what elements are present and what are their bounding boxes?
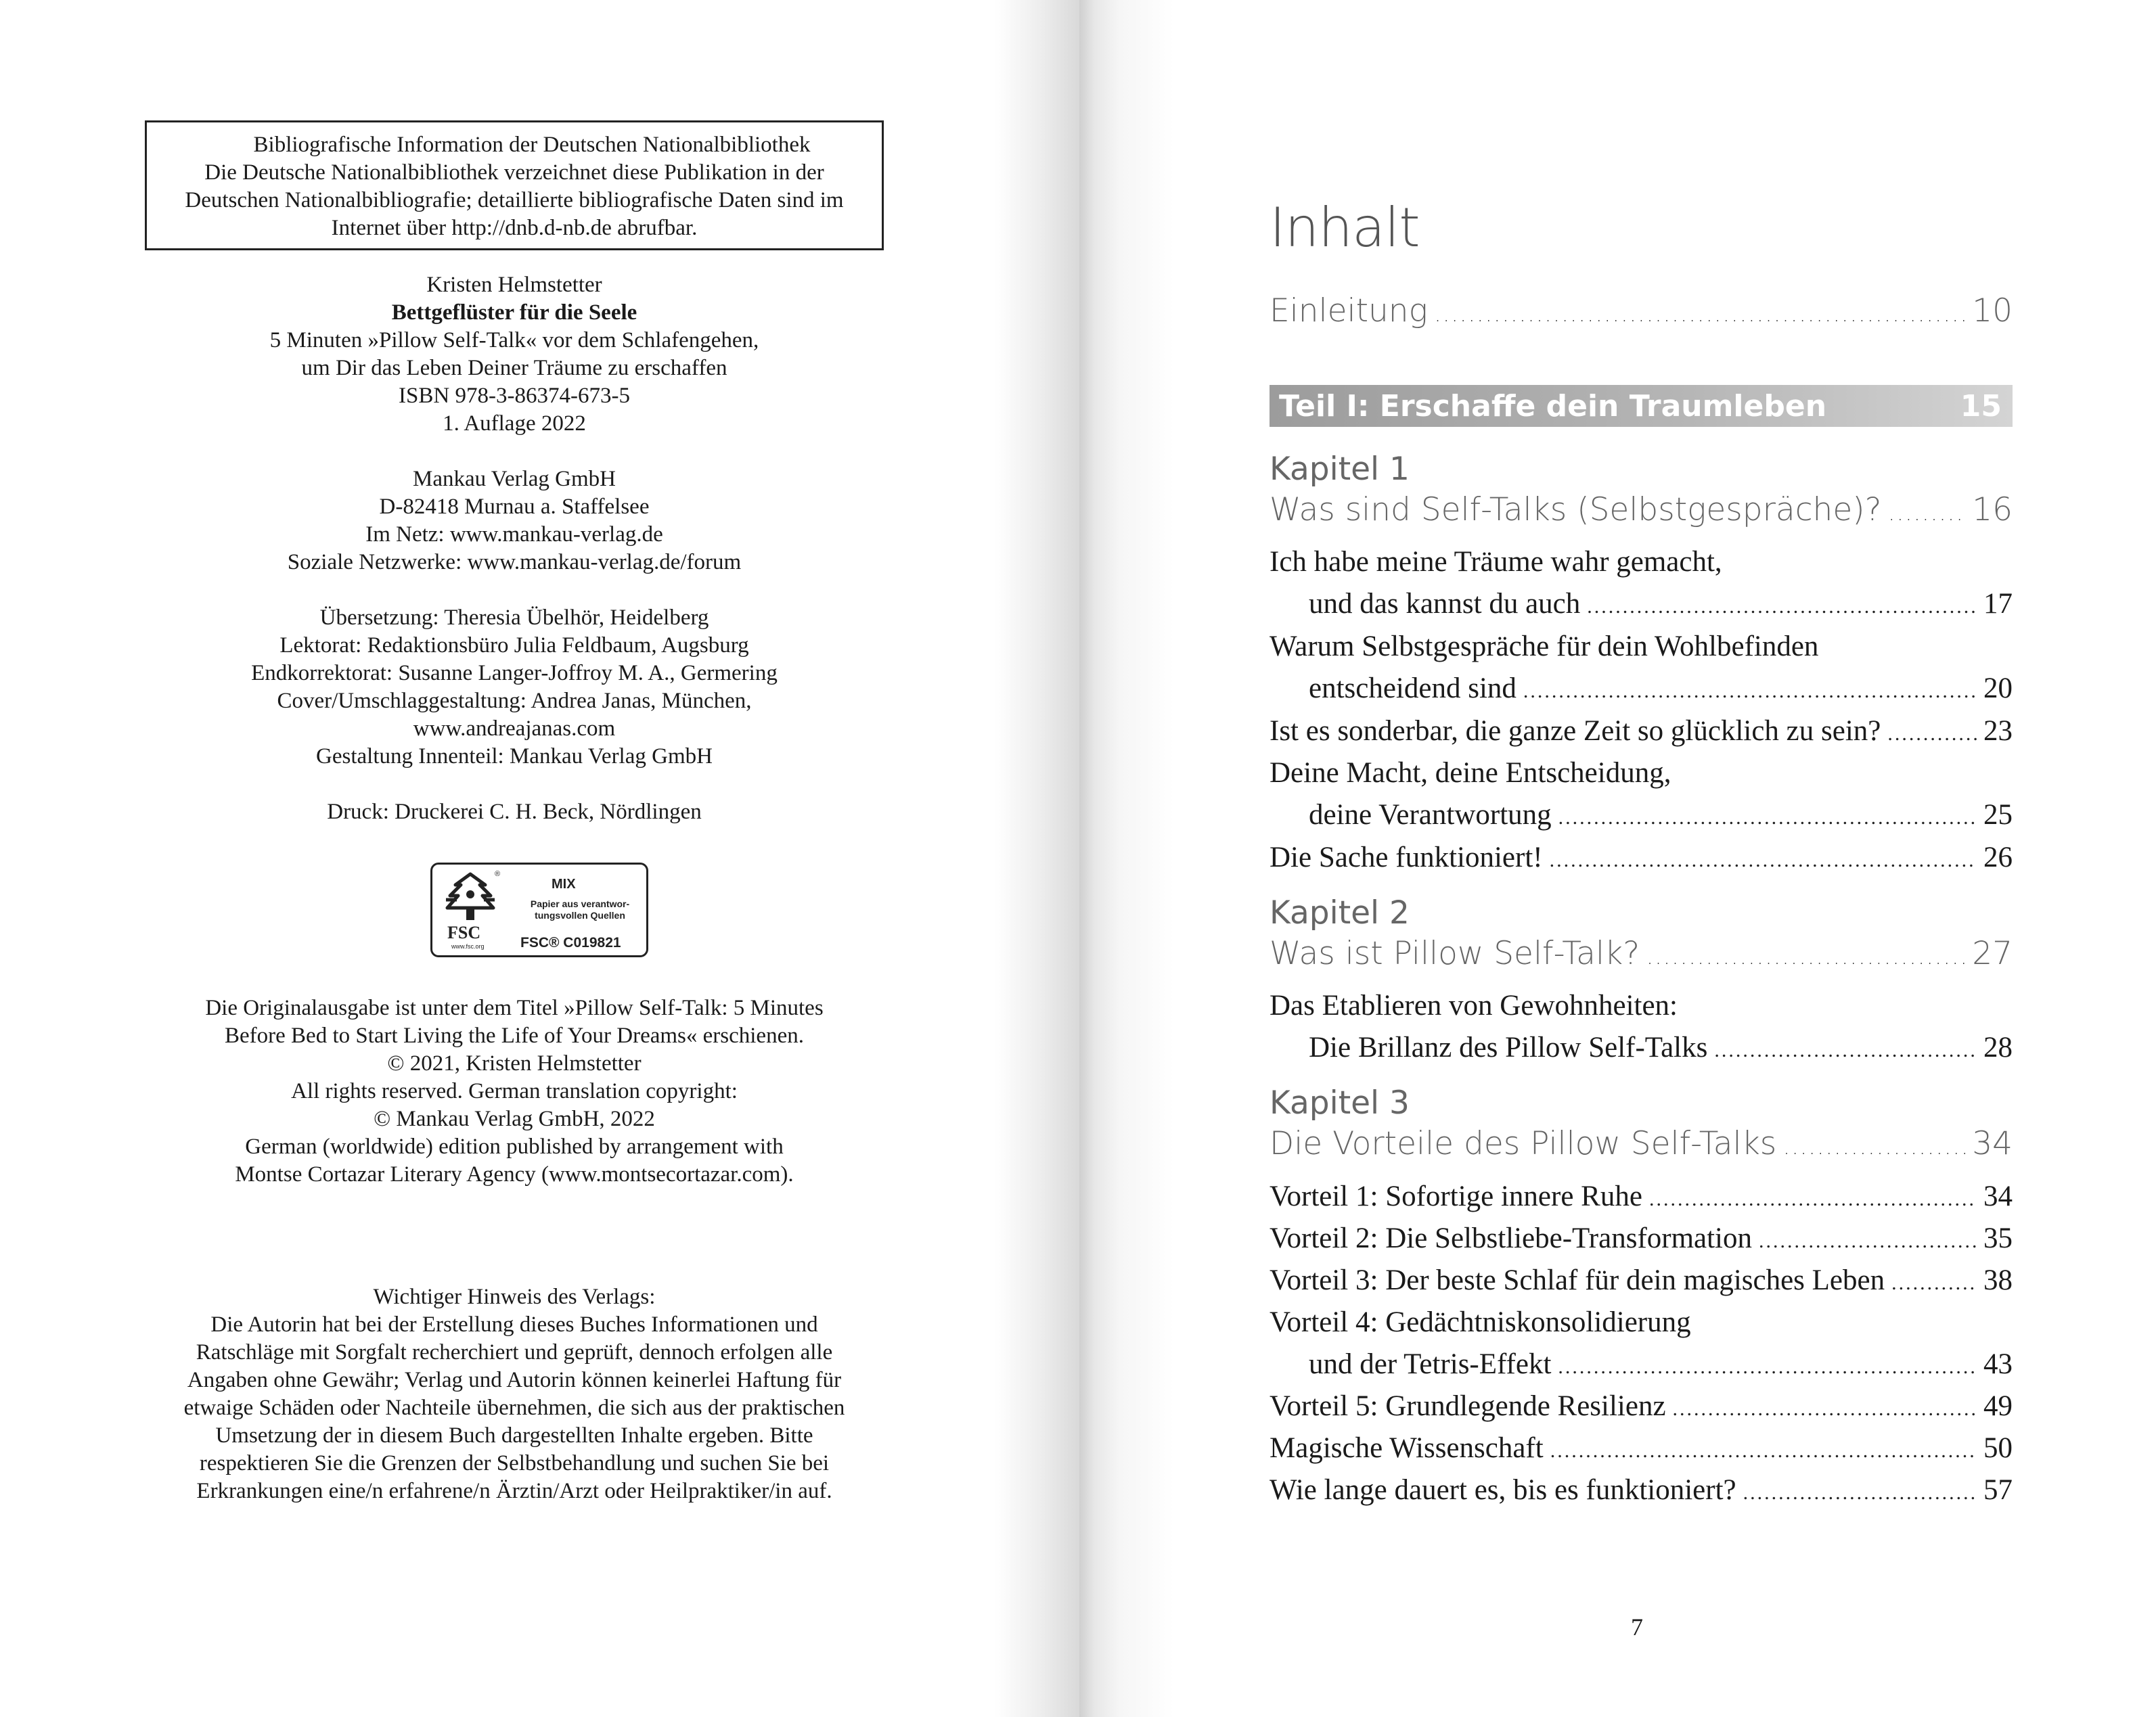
- original-line: Die Originalausgabe ist unter dem Titel »Pillow Self-Talk: 5 Minutes: [205, 996, 824, 1020]
- chapter-label: Kapitel 1: [1270, 451, 1410, 488]
- fsc-mix-label: MIX: [552, 877, 576, 892]
- notice-line: Erkrankungen eine/n erfahrene/n Ärztin/Arzt oder Heilpraktiker/in auf.: [196, 1479, 832, 1503]
- credit-line: Lektorat: Redaktionsbüro Julia Feldbaum, Augsburg: [279, 633, 749, 658]
- toc-page-number: 20: [1983, 672, 2013, 704]
- toc-entry-label: Vorteil 1: Sofortige innere Ruhe: [1270, 1181, 1642, 1212]
- credit-line: Endkorrektorat: Susanne Langer-Joffroy M. A., Germering: [251, 661, 778, 685]
- toc-leader-dots: [1550, 1440, 1977, 1463]
- toc-chapter-title[interactable]: [1270, 1125, 2013, 1162]
- page-number: 7: [1631, 1613, 1643, 1641]
- fsc-description: [514, 898, 646, 921]
- toc-page-number: 43: [1983, 1348, 2013, 1380]
- toc-entry[interactable]: [1309, 672, 2013, 705]
- toc-page-number: 49: [1983, 1390, 2013, 1422]
- toc-leader-dots: [1783, 1136, 1965, 1160]
- toc-entry-label: Was ist Pillow Self-Talk?: [1270, 935, 1640, 972]
- notice-line: Die Autorin hat bei der Erstellung dieses Buches Informationen und: [210, 1312, 818, 1337]
- toc-entry[interactable]: [1309, 1348, 2013, 1381]
- toc-entry[interactable]: [1270, 841, 2013, 874]
- fsc-registered-mark: ®: [495, 870, 501, 878]
- toc-entry-intro[interactable]: [1270, 292, 2013, 329]
- original-line: © Mankau Verlag GmbH, 2022: [374, 1107, 655, 1131]
- fsc-url: www.fsc.org: [451, 943, 485, 950]
- toc-page-number: 50: [1983, 1432, 2013, 1464]
- biblio-line: Internet über http://dnb.d-nb.de abrufbar.: [331, 216, 698, 240]
- toc-heading: Inhalt: [1270, 196, 1420, 259]
- book-edition: 1. Auflage 2022: [443, 411, 586, 436]
- toc-page-number: 38: [1983, 1264, 2013, 1296]
- original-line: German (worldwide) edition published by arrangement with: [245, 1135, 784, 1159]
- book-title: Bettgeflüster für die Seele: [391, 300, 637, 325]
- toc-page-number: 26: [1983, 842, 2013, 873]
- toc-leader-dots: [1891, 1272, 1977, 1295]
- toc-leader-dots: [1558, 806, 1977, 829]
- toc-leader-dots: [1649, 1188, 1977, 1211]
- toc-leader-dots: [1759, 1230, 1977, 1253]
- toc-page-number: 23: [1983, 715, 2013, 747]
- toc-page-number: 35: [1983, 1222, 2013, 1254]
- toc-entry[interactable]: [1309, 1031, 2013, 1064]
- toc-entry-first-line: Ich habe meine Träume wahr gemacht,: [1270, 546, 1722, 578]
- toc-part-page: 15: [1960, 388, 2002, 423]
- notice-line: Angaben ohne Gewähr; Verlag und Autorin können keinerlei Haftung für: [187, 1368, 842, 1392]
- notice-line: Umsetzung der in diesem Buch dargestellten Inhalte ergeben. Bitte: [215, 1423, 813, 1448]
- toc-leader-dots: [1743, 1482, 1977, 1505]
- fsc-description-line: tungsvollen Quellen: [535, 910, 625, 921]
- toc-part-label: Teil I: Erschaffe dein Traumleben: [1279, 388, 1827, 423]
- toc-page-number: 17: [1983, 588, 2013, 620]
- book-subtitle: um Dir das Leben Deiner Träume zu erschaffen: [301, 356, 727, 380]
- biblio-line: Die Deutsche Nationalbibliothek verzeichnet diese Publikation in der: [204, 160, 824, 185]
- toc-page-number: 28: [1983, 1032, 2013, 1063]
- toc-page-number: 25: [1983, 799, 2013, 831]
- toc-entry-label: deine Verantwortung: [1309, 799, 1552, 831]
- toc-entry-label: Die Brillanz des Pillow Self-Talks: [1309, 1032, 1708, 1063]
- print-line: Druck: Druckerei C. H. Beck, Nördlingen: [327, 800, 702, 824]
- toc-leader-dots: [1889, 502, 1966, 526]
- original-line: All rights reserved. German translation copyright:: [291, 1079, 738, 1103]
- chapter-label: Kapitel 3: [1270, 1084, 1410, 1122]
- original-line: Before Bed to Start Living the Life of Your Dreams« erschienen.: [225, 1024, 804, 1048]
- toc-page-number: 10: [1972, 292, 2013, 329]
- toc-chapter-title[interactable]: [1270, 935, 2013, 972]
- toc-leader-dots: [1558, 1356, 1977, 1379]
- toc-leader-dots: [1435, 303, 1965, 327]
- publisher-line: Soziale Netzwerke: www.mankau-verlag.de/forum: [287, 550, 742, 574]
- toc-entry-label: Die Vorteile des Pillow Self-Talks: [1270, 1125, 1777, 1162]
- notice-line: Ratschläge mit Sorgfalt recherchiert und geprüft, dennoch erfolgen alle: [196, 1340, 833, 1365]
- toc-leader-dots: [1523, 680, 1977, 703]
- original-line: Montse Cortazar Literary Agency (www.montsecortazar.com).: [235, 1162, 794, 1187]
- toc-leader-dots: [1673, 1398, 1977, 1421]
- credit-line: Gestaltung Innenteil: Mankau Verlag GmbH: [316, 744, 713, 769]
- credit-line: Cover/Umschlaggestaltung: Andrea Janas, München,: [277, 689, 752, 713]
- toc-entry-first-line: Deine Macht, deine Entscheidung,: [1270, 757, 1671, 789]
- book-subtitle: 5 Minuten »Pillow Self-Talk« vor dem Schlafengehen,: [269, 328, 759, 352]
- toc-entry[interactable]: [1309, 587, 2013, 620]
- toc-entry[interactable]: [1270, 1222, 2013, 1255]
- toc-entry-label: und das kannst du auch: [1309, 588, 1581, 620]
- toc-chapter-title[interactable]: [1270, 491, 2013, 528]
- toc-entry[interactable]: [1270, 1432, 2013, 1465]
- toc-entry-label: Vorteil 5: Grundlegende Resilienz: [1270, 1390, 1666, 1422]
- toc-page-number: 34: [1972, 1125, 2013, 1162]
- notice-line: respektieren Sie die Grenzen der Selbstbehandlung und suchen Sie bei: [199, 1451, 830, 1475]
- original-line: © 2021, Kristen Helmstetter: [387, 1051, 642, 1076]
- biblio-line: Deutschen Nationalbibliografie; detaillierte bibliografische Daten sind im: [185, 188, 844, 212]
- biblio-line: Bibliografische Information der Deutschen Nationalbibliothek: [253, 133, 811, 157]
- toc-entry-label: Einleitung: [1270, 292, 1428, 329]
- toc-entry[interactable]: [1270, 1180, 2013, 1213]
- toc-page-number: 57: [1983, 1474, 2013, 1506]
- toc-entry-label: und der Tetris-Effekt: [1309, 1348, 1552, 1380]
- toc-page-number: 16: [1972, 491, 2013, 528]
- toc-entry[interactable]: [1270, 1473, 2013, 1507]
- toc-entry[interactable]: [1270, 1390, 2013, 1423]
- toc-entry-label: Was sind Self-Talks (Selbstgespräche)?: [1270, 491, 1882, 528]
- toc-leader-dots: [1646, 946, 1965, 969]
- publisher-line: Im Netz: www.mankau-verlag.de: [365, 522, 663, 547]
- credit-line: Übersetzung: Theresia Übelhör, Heidelberg: [319, 605, 709, 630]
- toc-part-header[interactable]: [1270, 385, 2013, 427]
- fsc-description-line: Papier aus verantwor-: [530, 898, 630, 909]
- publisher-line: D-82418 Murnau a. Staffelsee: [379, 495, 650, 519]
- book-isbn: ISBN 978-3-86374-673-5: [399, 384, 630, 408]
- toc-leader-dots: [1550, 849, 1977, 872]
- toc-entry-label: Ist es sonderbar, die ganze Zeit so glücklich zu sein?: [1270, 715, 1881, 747]
- toc-entry-label: Magische Wissenschaft: [1270, 1432, 1544, 1464]
- toc-entry-label: Vorteil 3: Der beste Schlaf für dein magisches Leben: [1270, 1264, 1885, 1296]
- chapter-label: Kapitel 2: [1270, 894, 1410, 932]
- toc-entry[interactable]: [1309, 798, 2013, 831]
- toc-entry-label: Vorteil 2: Die Selbstliebe-Transformation: [1270, 1222, 1753, 1254]
- publisher-line: Mankau Verlag GmbH: [413, 467, 616, 491]
- fsc-wordmark: FSC: [447, 923, 481, 942]
- toc-leader-dots: [1887, 723, 1977, 746]
- fsc-license-code: FSC® C019821: [520, 935, 621, 951]
- toc-leader-dots: [1714, 1039, 1977, 1062]
- toc-entry-first-line: Vorteil 4: Gedächtniskonsolidierung: [1270, 1306, 1691, 1338]
- toc-page-number: 34: [1983, 1181, 2013, 1212]
- fsc-mix-logo: [430, 863, 648, 957]
- notice-line: etwaige Schäden oder Nachteile übernehmen, die sich aus der praktischen: [183, 1396, 845, 1420]
- toc-entry[interactable]: [1270, 1264, 2013, 1297]
- toc-entry-label: entscheidend sind: [1309, 672, 1517, 704]
- fsc-tree-icon: [442, 870, 499, 924]
- credit-line: www.andreajanas.com: [413, 716, 616, 741]
- toc-entry-label: Die Sache funktioniert!: [1270, 842, 1543, 873]
- toc-entry[interactable]: [1270, 714, 2013, 748]
- toc-entry-first-line: Das Etablieren von Gewohnheiten:: [1270, 990, 1678, 1022]
- book-author: Kristen Helmstetter: [426, 273, 602, 297]
- toc-entry-first-line: Warum Selbstgespräche für dein Wohlbefinden: [1270, 631, 1819, 662]
- toc-leader-dots: [1587, 595, 1977, 618]
- toc-entry-label: Wie lange dauert es, bis es funktioniert?: [1270, 1474, 1736, 1506]
- toc-page-number: 27: [1972, 935, 2013, 972]
- notice-heading: Wichtiger Hinweis des Verlags:: [373, 1285, 656, 1309]
- page-gutter-shadow: [995, 0, 1079, 1717]
